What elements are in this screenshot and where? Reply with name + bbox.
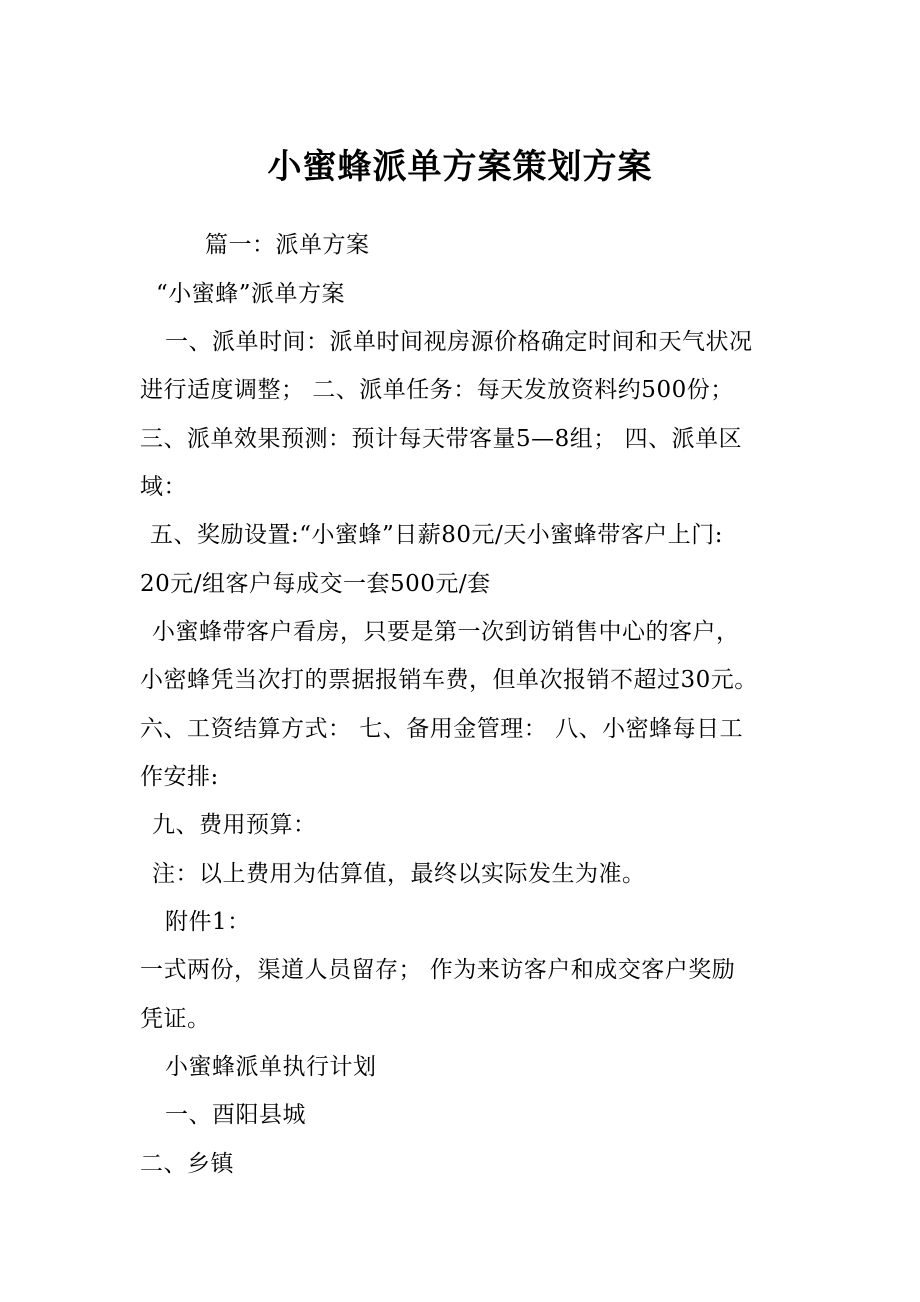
document-title: 小蜜蜂派单方案策划方案 <box>267 147 653 187</box>
list-item: 二、乡镇 <box>140 1151 234 1177</box>
paragraph-line: 一、派单时间：派单时间视房源价格确定时间和天气状况 <box>165 329 753 355</box>
attachment-heading: 附件1： <box>165 909 251 935</box>
paragraph-line: 20元/组客户每成交一套500元/套 <box>140 571 491 597</box>
paragraph-line: 进行适度调整； 二、派单任务：每天发放资料约500份； <box>140 377 734 403</box>
subheading: “小蜜蜂”派单方案 <box>156 281 346 307</box>
paragraph-line: 凭证。 <box>140 1006 211 1032</box>
section-heading: 篇一：派单方案 <box>205 232 370 258</box>
paragraph-line: 域： <box>140 474 187 500</box>
note-line: 注：以上费用为估算值，最终以实际发生为准。 <box>152 861 646 887</box>
list-item: 一、酉阳县城 <box>165 1102 306 1128</box>
paragraph-line: 六、工资结算方式： 七、备用金管理： 八、小密蜂每日工 <box>140 716 744 742</box>
subheading: 小蜜蜂派单执行计划 <box>165 1054 377 1080</box>
paragraph-line: 小蜜蜂带客户看房，只要是第一次到访销售中心的客户， <box>152 619 740 645</box>
paragraph-line: 一式两份，渠道人员留存； 作为来访客户和成交客户奖励 <box>140 957 736 983</box>
paragraph-line: 五、奖励设置:“小蜜蜂”日薪80元/天小蜜蜂带客户上门: <box>150 522 724 548</box>
paragraph-line: 九、费用预算： <box>152 812 317 838</box>
paragraph-line: 小密蜂凭当次打的票据报销车费，但单次报销不超过30元。 <box>140 667 758 693</box>
paragraph-line: 三、派单效果预测：预计每天带客量5—8组； 四、派单区 <box>140 426 743 452</box>
paragraph-line: 作安排: <box>140 764 219 790</box>
